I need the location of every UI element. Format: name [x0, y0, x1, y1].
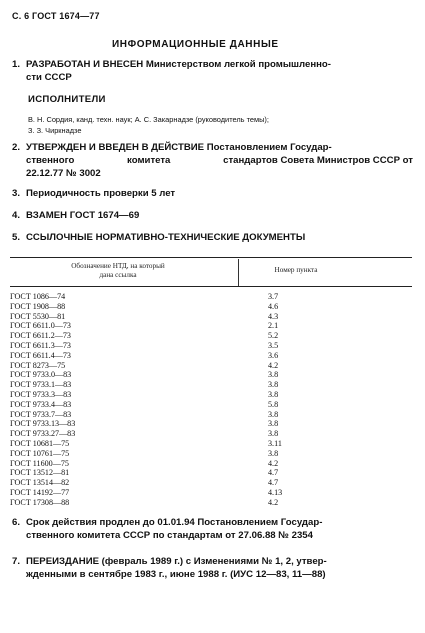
table-row: [10, 439, 412, 449]
table-cell-item: 4.7: [268, 468, 279, 478]
table-row: [10, 419, 412, 429]
table-row: [10, 400, 412, 410]
table-row: [10, 321, 412, 331]
section-6-number: 6.: [12, 517, 21, 528]
table-cell-item: 3.5: [268, 340, 279, 350]
table-row: [10, 488, 412, 498]
table-cell-document: ГОСТ 11600—75: [10, 458, 69, 468]
section-2-line-2-part-3: стандартов Совета Министров СССР от: [223, 155, 413, 166]
table-cell-document: ГОСТ 5530—81: [10, 311, 66, 321]
table-cell-document: ГОСТ 6611.3—73: [10, 340, 71, 350]
section-1: [12, 58, 417, 84]
table-cell-item: 3.11: [268, 438, 282, 448]
table-cell-item: 3.8: [268, 370, 279, 380]
table-cell-document: ГОСТ 1086—74: [10, 292, 66, 301]
table-row: [10, 312, 412, 322]
references-table-header: [10, 257, 412, 287]
table-cell-document: ГОСТ 13514—82: [10, 478, 70, 488]
table-row: [10, 370, 412, 380]
table-cell-item: 4.2: [268, 497, 279, 507]
table-header-document-line-2: дана ссылка: [99, 271, 137, 279]
table-cell-document: ГОСТ 6611.4—73: [10, 350, 71, 360]
table-cell-document: ГОСТ 9733.7—83: [10, 409, 72, 419]
table-cell-document: ГОСТ 6611.2—73: [10, 331, 71, 341]
table-cell-item: 3.8: [268, 380, 279, 390]
executors-heading: ИСПОЛНИТЕЛИ: [28, 94, 106, 105]
section-3: [12, 187, 417, 200]
section-2-line-2: [12, 154, 417, 167]
table-cell-item: 3.8: [268, 419, 279, 429]
table-cell-document: ГОСТ 9733.0—83: [10, 370, 72, 380]
table-cell-document: ГОСТ 9733.27—83: [10, 429, 76, 439]
section-5-number: 5.: [12, 232, 21, 243]
table-header-document: [28, 262, 208, 280]
table-cell-item: 2.1: [268, 321, 279, 331]
table-cell-item: 4.2: [268, 360, 279, 370]
table-cell-document: ГОСТ 9733.13—83: [10, 419, 76, 429]
section-4: [12, 209, 417, 222]
table-row: [10, 361, 412, 371]
page-header: С. 6 ГОСТ 1674—77: [12, 11, 100, 21]
table-cell-item: 3.7: [268, 292, 279, 301]
table-cell-item: 5.2: [268, 331, 279, 341]
section-5-text: ССЫЛОЧНЫЕ НОРМАТИВНО-ТЕХНИЧЕСКИЕ ДОКУМЕНТЫ: [26, 232, 306, 243]
table-cell-item: 4.2: [268, 458, 279, 468]
table-cell-item: 4.6: [268, 301, 279, 311]
section-2-line-1: УТВЕРЖДЕН И ВВЕДЕН В ДЕЙСТВИЕ Постановлением Государ-: [26, 142, 332, 153]
references-table-body: [10, 292, 412, 508]
section-1-number: 1.: [12, 59, 21, 70]
table-cell-item: 3.8: [268, 409, 279, 419]
section-7-line-2: жденными в сентябре 1983 г., июне 1988 г. (ИУС 12—83, 11—88): [26, 569, 326, 580]
table-cell-item: 3.8: [268, 429, 279, 439]
section-6-line-2: ственного комитета СССР по стандартам от 27.06.88 № 2354: [26, 530, 313, 541]
executors-list: [28, 114, 418, 136]
executors-line-2: З. З. Чиркнадзе: [28, 126, 82, 135]
section-4-text: ВЗАМЕН ГОСТ 1674—69: [26, 210, 140, 221]
section-3-text: Периодичность проверки 5 лет: [26, 188, 176, 199]
table-row: [10, 390, 412, 400]
table-row: [10, 410, 412, 420]
table-cell-document: ГОСТ 9733.3—83: [10, 389, 72, 399]
table-row: [10, 341, 412, 351]
table-row: [10, 302, 412, 312]
table-cell-document: ГОСТ 9733.4—83: [10, 399, 72, 409]
table-header-item-number: Номер пункта: [274, 266, 318, 274]
table-row: [10, 331, 412, 341]
section-7-number: 7.: [12, 556, 21, 567]
references-table: [10, 257, 412, 507]
table-cell-item: 3.8: [268, 448, 279, 458]
section-2-line-2-part-2: комитета: [127, 155, 171, 166]
table-header-divider: [238, 259, 239, 286]
table-cell-document: ГОСТ 13512—81: [10, 468, 70, 478]
table-row: [10, 498, 412, 508]
section-4-number: 4.: [12, 210, 21, 221]
section-5: [12, 231, 417, 244]
table-cell-item: 3.8: [268, 389, 279, 399]
table-cell-item: 4.7: [268, 478, 279, 488]
section-2: [12, 141, 417, 180]
section-6-line-1: Срок действия продлен до 01.01.94 Постановлением Государ-: [26, 517, 323, 528]
section-7-line-1: ПЕРЕИЗДАНИЕ (февраль 1989 г.) с Изменениями № 1, 2, утвер-: [26, 556, 327, 567]
table-row: [10, 351, 412, 361]
document-title: ИНФОРМАЦИОННЫЕ ДАННЫЕ: [112, 39, 279, 50]
section-6: [12, 516, 417, 542]
table-cell-document: ГОСТ 14192—77: [10, 487, 70, 497]
section-7: [12, 555, 417, 581]
table-row: [10, 429, 412, 439]
table-cell-item: 3.6: [268, 350, 279, 360]
table-row: [10, 380, 412, 390]
section-1-line-2: сти СССР: [26, 72, 72, 83]
table-cell-document: ГОСТ 10681—75: [10, 438, 70, 448]
table-row: [10, 449, 412, 459]
section-1-line-1: РАЗРАБОТАН И ВНЕСЕН Министерством легкой промышленно-: [26, 59, 331, 70]
section-2-number: 2.: [12, 142, 21, 153]
table-row: [10, 468, 412, 478]
table-row: [10, 478, 412, 488]
table-row: [10, 459, 412, 469]
table-cell-document: ГОСТ 10761—75: [10, 448, 70, 458]
table-cell-document: ГОСТ 1908—88: [10, 301, 66, 311]
table-header-document-line-1: Обозначение НТД, на который: [71, 262, 165, 270]
table-cell-document: ГОСТ 6611.0—73: [10, 321, 71, 331]
table-cell-item: 5.8: [268, 399, 279, 409]
table-cell-document: ГОСТ 8273—75: [10, 360, 66, 370]
table-cell-document: ГОСТ 9733.1—83: [10, 380, 72, 390]
table-cell-item: 4.3: [268, 311, 279, 321]
table-cell-document: ГОСТ 17308—88: [10, 497, 70, 507]
table-cell-item: 4.13: [268, 487, 283, 497]
table-row: [10, 292, 412, 302]
section-2-line-2-part-1: ственного: [26, 155, 75, 166]
executors-line-1: В. Н. Сордия, канд. техн. наук; А. С. Закарнадзе (руководитель темы);: [28, 115, 269, 124]
section-3-number: 3.: [12, 188, 21, 199]
section-2-line-3: 22.12.77 № 3002: [26, 168, 101, 179]
